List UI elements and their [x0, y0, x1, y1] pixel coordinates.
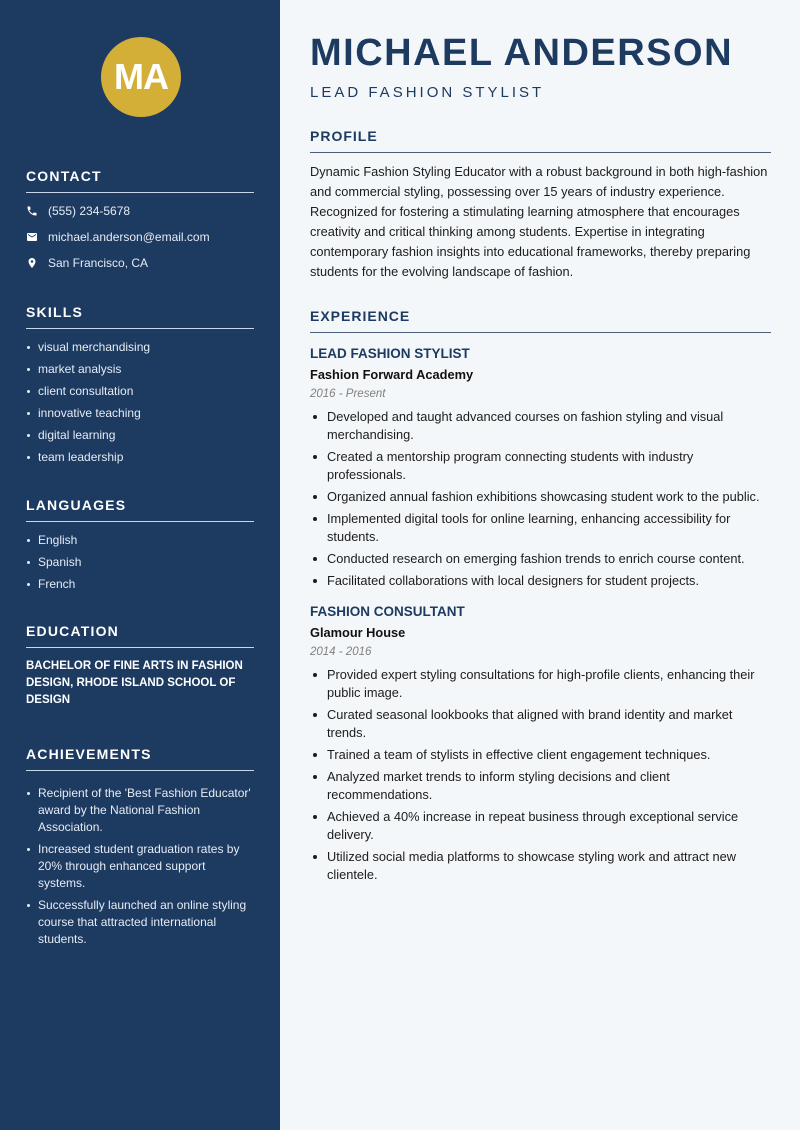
achievement-item: Recipient of the 'Best Fashion Educator' award by the National Fashion Association.: [26, 785, 254, 836]
job-bullets: [310, 408, 771, 590]
email-text: michael.anderson@email.com: [48, 230, 210, 244]
job-bullet: Facilitated collaborations with local designers for student projects.: [310, 572, 771, 590]
avatar-initials: MA: [114, 56, 168, 97]
job-bullet: Achieved a 40% increase in repeat business through exceptional service delivery.: [310, 808, 771, 844]
achievements-section: [26, 746, 254, 953]
job-bullet: Organized annual fashion exhibitions showcasing student work to the public.: [310, 488, 771, 506]
job-bullet: Provided expert styling consultations for high-profile clients, enhancing their public image.: [310, 666, 771, 702]
sidebar: [0, 0, 280, 1130]
job-title: FASHION CONSULTANT: [310, 604, 465, 619]
job-bullets: [310, 666, 771, 884]
skill-item: market analysis: [26, 361, 254, 378]
contact-email[interactable]: [26, 224, 254, 250]
location-pin-icon: [26, 257, 38, 269]
phone-icon: [26, 205, 38, 217]
job-title: LEAD FASHION STYLIST: [310, 346, 470, 361]
language-item: Spanish: [26, 554, 254, 571]
languages-list: [26, 532, 254, 593]
job-headline: LEAD FASHION STYLIST: [310, 84, 545, 101]
contact-location: [26, 250, 254, 276]
achievement-item: Successfully launched an online styling course that attracted international students.: [26, 897, 254, 948]
job-bullet: Analyzed market trends to inform styling decisions and client recommendations.: [310, 768, 771, 804]
skill-item: innovative teaching: [26, 405, 254, 422]
experience-heading: EXPERIENCE: [310, 308, 771, 333]
experience-section: [310, 308, 771, 888]
main-content: [280, 0, 800, 1130]
email-icon: [26, 231, 38, 243]
company-name: Glamour House: [310, 625, 406, 640]
profile-section: [310, 128, 771, 282]
job-bullet: Developed and taught advanced courses on fashion styling and visual merchandising.: [310, 408, 771, 444]
skill-item: digital learning: [26, 427, 254, 444]
achievements-heading: ACHIEVEMENTS: [26, 746, 254, 771]
job-bullet: Implemented digital tools for online learning, enhancing accessibility for students.: [310, 510, 771, 546]
skills-heading: SKILLS: [26, 304, 254, 329]
job-entry: [310, 346, 771, 590]
skill-item: visual merchandising: [26, 339, 254, 356]
skill-item: team leadership: [26, 449, 254, 466]
achievement-item: Increased student graduation rates by 20% through enhanced support systems.: [26, 841, 254, 892]
job-entry: [310, 604, 771, 884]
language-item: French: [26, 576, 254, 593]
skills-list: [26, 339, 254, 466]
language-item: English: [26, 532, 254, 549]
achievements-list: [26, 785, 254, 948]
languages-section: [26, 497, 254, 598]
education-heading: EDUCATION: [26, 623, 254, 648]
job-dates: 2014 - 2016: [310, 646, 372, 658]
skills-section: [26, 304, 254, 471]
contact-section: [26, 168, 254, 276]
location-text: San Francisco, CA: [48, 256, 149, 270]
skill-item: client consultation: [26, 383, 254, 400]
contact-phone[interactable]: [26, 198, 254, 224]
education-section: [26, 623, 254, 709]
company-name: Fashion Forward Academy: [310, 367, 474, 382]
phone-text: (555) 234-5678: [48, 204, 131, 218]
languages-heading: LANGUAGES: [26, 497, 254, 522]
education-degree: BACHELOR OF FINE ARTS IN FASHION DESIGN, RHODE ISLAND SCHOOL OF DESIGN: [26, 660, 243, 706]
job-dates: 2016 - Present: [310, 388, 386, 400]
job-bullet: Utilized social media platforms to showcase styling work and attract new clientele.: [310, 848, 771, 884]
job-bullet: Trained a team of stylists in effective client engagement techniques.: [310, 746, 771, 764]
full-name: MICHAEL ANDERSON: [310, 32, 734, 74]
job-bullet: Created a mentorship program connecting students with industry professionals.: [310, 448, 771, 484]
job-bullet: Conducted research on emerging fashion trends to enrich course content.: [310, 550, 771, 568]
profile-summary: Dynamic Fashion Styling Educator with a robust background in both high-fashion and commercial styling, possessing over 15 years of industry experience. Recognized for fostering a stimulating learning atmosphere that encourages creativity and critical thinking among students. Expertise in integrating contemporary fashion insights into educational frameworks, thereby preparing students for the evolving landscape of fashion.: [310, 164, 768, 279]
avatar: [101, 37, 181, 117]
contact-heading: CONTACT: [26, 168, 254, 193]
profile-heading: PROFILE: [310, 128, 771, 153]
job-bullet: Curated seasonal lookbooks that aligned with brand identity and market trends.: [310, 706, 771, 742]
